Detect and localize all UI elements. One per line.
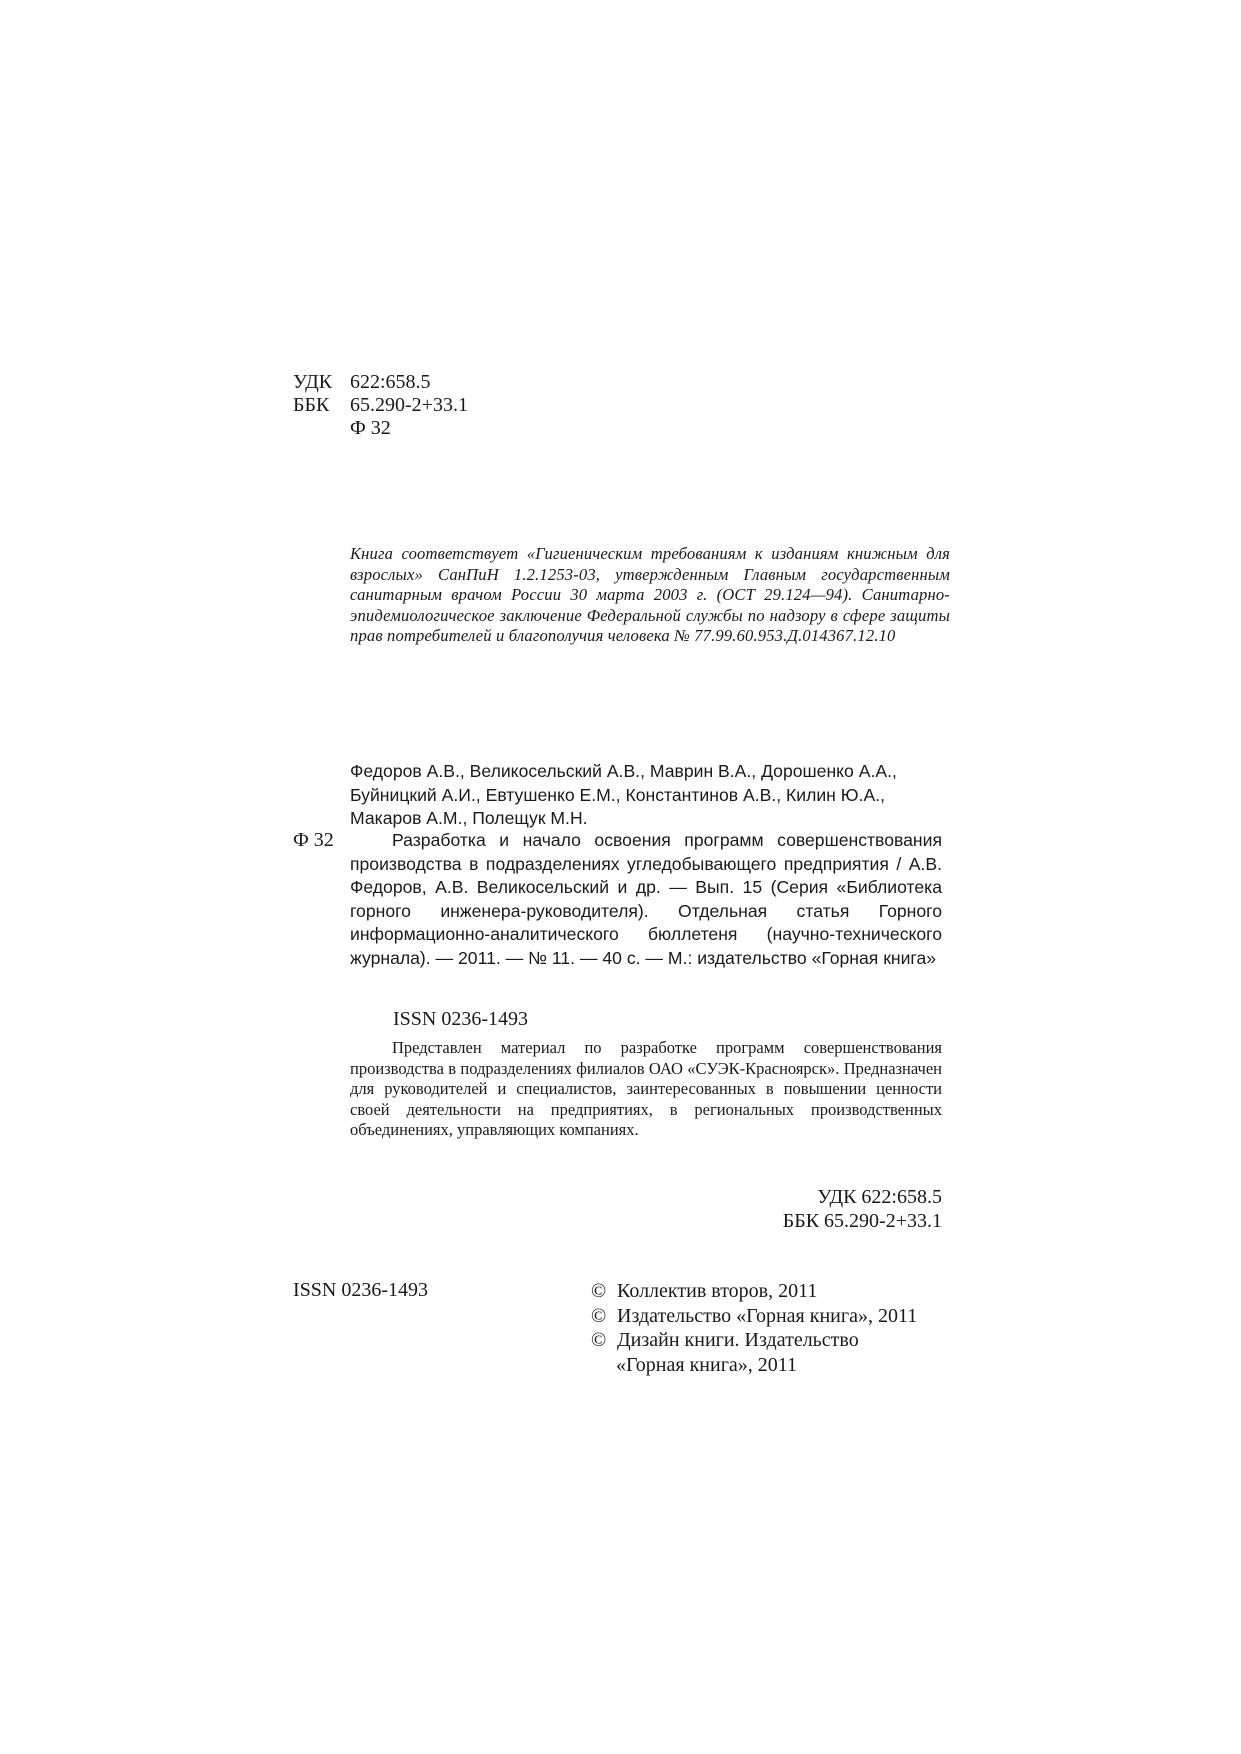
abstract: Представлен материал по разработке программ совершенствования производства в подразделениях филиалов ОАО «СУЭК-Красноярск». Предназначен для руководителей и специалистов, заинтересованных в повышении ценности своей деятельности на предприятиях, в региональных производственных объединениях, управляющих компаниях. [350,1038,942,1139]
author-code-row [293,417,468,440]
authors-line-2: Буйницкий А.И., Евтушенко Е.М., Константинов А.В., Килин Ю.А., [350,784,885,805]
issn-middle: ISSN 0236-1493 [393,1008,529,1030]
copyright-icon: © [591,1329,607,1351]
authors-block [350,760,950,831]
bbk-row [293,394,468,417]
copyright-icon: © [591,1304,607,1327]
copyright-line-2: © Издательство «Горная книга», 2011 [591,1304,918,1327]
udk-row [293,371,468,394]
author-code-top: Ф 32 [350,417,391,439]
bbk-value: 65.290-2+33.1 [350,394,468,416]
authors-line-3: Макаров А.М., Полещук М.Н. [350,808,588,828]
bbk-bottom: ББК 65.290-2+33.1 [782,1209,942,1232]
copyright-block [591,1279,917,1377]
udk-bottom: УДК 622:658.5 [817,1186,942,1208]
copyright-line-1: © Коллектив второв, 2011 [591,1280,818,1302]
issn-bottom: ISSN 0236-1493 [293,1279,429,1301]
author-code: Ф 32 [293,829,334,851]
classification-top [293,371,468,440]
hygiene-note: Книга соответствует «Гигиеническим требованиям к изданиям книжным для взрослых» СанПиН 1.2.1253-03, утвержденным Главным государственным санитарным врачом России 30 марта 2003 г. (ОСТ 29.124—94). Санитарно-эпидемиологическое заключение Федеральной службы по надзору в сфере защиты прав потребителей и благополучия человека № 77.99.60.953.Д.014367.12.10 [350,544,950,645]
bibliographic-description: Разработка и начало освоения программ совершенствования производства в подразделениях угледобывающего предприятия / А.В. Федоров, А.В. Великосельский и др. — Вып. 15 (Серия «Библиотека горного инженера-руководителя). Отдельная статья Горного информационно-аналитического бюллетеня (научно-технического журнала). — 2011. — № 11. — 40 с. — М.: издательство «Горная книга» [350,830,942,968]
classification-bottom [783,1186,942,1233]
copyright-line-3: © Дизайн книги. Издательство [591,1329,859,1351]
udk-label: УДК [293,371,333,393]
bbk-label: ББК [293,394,330,416]
udk-value: 622:658.5 [350,371,431,393]
copyright-line-4: «Горная книга», 2011 [616,1353,798,1376]
authors-line-1: Федоров А.В., Великосельский А.В., Маврин В.А., Дорошенко А.А., [350,761,897,781]
copyright-icon: © [591,1280,607,1302]
